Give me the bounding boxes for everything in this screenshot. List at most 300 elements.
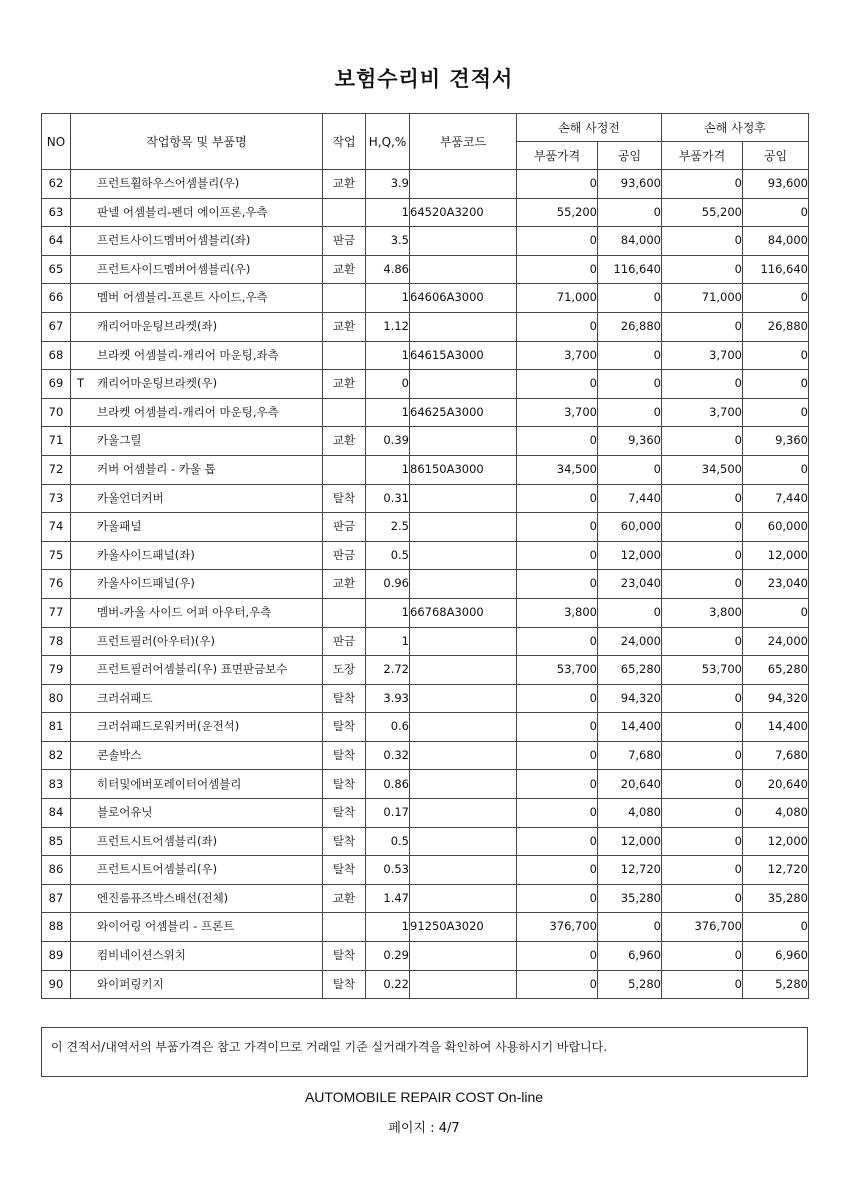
- cell-before-part-price: 0: [517, 827, 598, 856]
- cell-before-part-price: 71,000: [517, 284, 598, 313]
- cell-before-labor: 0: [598, 398, 662, 427]
- cell-after-labor: 12,000: [743, 541, 809, 570]
- cell-after-part-price: 0: [662, 541, 743, 570]
- cell-name-text: 엔진룸퓨즈박스배선(전체): [97, 890, 229, 905]
- cell-work: [323, 284, 366, 313]
- col-header-before-labor: 공임: [598, 142, 662, 170]
- cell-work: 교환: [323, 312, 366, 341]
- cell-after-part-price: 3,700: [662, 341, 743, 370]
- cell-after-labor: 5,280: [743, 970, 809, 999]
- cell-part-code: 64520A3200: [410, 198, 517, 227]
- cell-before-part-price: 0: [517, 942, 598, 971]
- table-row: [42, 312, 809, 341]
- cell-part-code: [410, 884, 517, 913]
- cell-part-code: [410, 770, 517, 799]
- cell-hq: 0.31: [366, 484, 410, 513]
- cell-after-part-price: 0: [662, 684, 743, 713]
- cell-no: 76: [42, 570, 71, 599]
- cell-before-part-price: 34,500: [517, 455, 598, 484]
- cell-hq: 0.17: [366, 799, 410, 828]
- cell-before-part-price: 0: [517, 741, 598, 770]
- cell-work: 교환: [323, 370, 366, 399]
- table-row: [42, 770, 809, 799]
- cell-part-code: [410, 513, 517, 542]
- col-header-no: NO: [42, 114, 71, 170]
- cell-before-labor: 0: [598, 370, 662, 399]
- cell-item-name: [71, 370, 323, 399]
- cell-name-text: 캐리어마운팅브라켓(좌): [97, 319, 218, 334]
- cell-work: [323, 455, 366, 484]
- cell-after-labor: 0: [743, 455, 809, 484]
- cell-no: 73: [42, 484, 71, 513]
- cell-before-labor: 93,600: [598, 170, 662, 199]
- cell-after-part-price: 0: [662, 427, 743, 456]
- cell-item-name: [71, 827, 323, 856]
- cell-part-code: 91250A3020: [410, 913, 517, 942]
- cell-before-labor: 9,360: [598, 427, 662, 456]
- cell-name-text: 카울사이드패널(우): [97, 576, 195, 591]
- cell-no: 66: [42, 284, 71, 313]
- cell-hq: 1: [366, 398, 410, 427]
- cell-before-labor: 65,280: [598, 656, 662, 685]
- table-row: [42, 913, 809, 942]
- cell-work: [323, 913, 366, 942]
- cell-before-part-price: 3,700: [517, 341, 598, 370]
- cell-hq: 1: [366, 627, 410, 656]
- cell-no: 90: [42, 970, 71, 999]
- cell-no: 64: [42, 227, 71, 256]
- cell-before-labor: 12,000: [598, 541, 662, 570]
- cell-work: 교환: [323, 570, 366, 599]
- cell-before-part-price: 0: [517, 255, 598, 284]
- cell-item-name: [71, 713, 323, 742]
- cell-hq: 2.5: [366, 513, 410, 542]
- cell-work: 판금: [323, 541, 366, 570]
- cell-after-part-price: 3,800: [662, 598, 743, 627]
- cell-item-name: [71, 198, 323, 227]
- cell-before-part-price: 53,700: [517, 656, 598, 685]
- notice-text: 이 견적서/내역서의 부품가격은 참고 가격이므로 거래일 기준 실거래가격을 확인하여 사용하시기 바랍니다.: [51, 1040, 608, 1054]
- cell-item-name: [71, 284, 323, 313]
- cell-no: 65: [42, 255, 71, 284]
- cell-before-part-price: 0: [517, 170, 598, 199]
- cell-name-text: 프런트사이드멤버어셈블리(우): [97, 261, 251, 276]
- cell-part-code: [410, 741, 517, 770]
- page-number: 페이지 : 4/7: [388, 1121, 460, 1136]
- cell-name-text: 프런트시트어셈블리(우): [97, 862, 218, 877]
- cell-after-labor: 12,000: [743, 827, 809, 856]
- cell-work: [323, 598, 366, 627]
- cell-before-labor: 0: [598, 913, 662, 942]
- cell-work: 교환: [323, 255, 366, 284]
- cell-after-labor: 6,960: [743, 942, 809, 971]
- cell-before-part-price: 0: [517, 799, 598, 828]
- cell-item-name: [71, 799, 323, 828]
- cell-no: 62: [42, 170, 71, 199]
- cell-item-name: [71, 227, 323, 256]
- cell-no: 71: [42, 427, 71, 456]
- cell-item-name: [71, 170, 323, 199]
- cell-hq: 0.86: [366, 770, 410, 799]
- col-header-after: 손해 사정후: [662, 114, 809, 142]
- col-header-before-part-price: 부품가격: [517, 142, 598, 170]
- cell-hq: 0.22: [366, 970, 410, 999]
- cell-item-name: [71, 741, 323, 770]
- cell-after-part-price: 71,000: [662, 284, 743, 313]
- cell-item-name: [71, 770, 323, 799]
- cell-after-labor: 60,000: [743, 513, 809, 542]
- cell-before-part-price: 0: [517, 684, 598, 713]
- document-title: 보험수리비 견적서: [334, 67, 514, 91]
- cell-after-part-price: 0: [662, 827, 743, 856]
- cell-item-name: [71, 856, 323, 885]
- cell-before-part-price: 0: [517, 513, 598, 542]
- cell-item-name: [71, 598, 323, 627]
- cell-hq: 1: [366, 455, 410, 484]
- cell-after-part-price: 0: [662, 884, 743, 913]
- cell-no: 63: [42, 198, 71, 227]
- table-row: [42, 341, 809, 370]
- cell-name-text: 프런트시트어셈블리(좌): [97, 833, 218, 848]
- cell-before-part-price: 0: [517, 884, 598, 913]
- estimate-table: [41, 113, 809, 999]
- cell-work: [323, 198, 366, 227]
- cell-after-labor: 0: [743, 370, 809, 399]
- cell-before-labor: 0: [598, 598, 662, 627]
- cell-item-name: [71, 484, 323, 513]
- cell-no: 84: [42, 799, 71, 828]
- cell-after-labor: 35,280: [743, 884, 809, 913]
- cell-after-part-price: 0: [662, 799, 743, 828]
- cell-work: [323, 341, 366, 370]
- cell-no: 87: [42, 884, 71, 913]
- cell-hq: 4.86: [366, 255, 410, 284]
- cell-part-code: 64615A3000: [410, 341, 517, 370]
- cell-part-code: [410, 827, 517, 856]
- cell-after-labor: 0: [743, 341, 809, 370]
- cell-hq: 0.5: [366, 541, 410, 570]
- table-row: [42, 170, 809, 199]
- cell-hq: 3.9: [366, 170, 410, 199]
- cell-before-labor: 84,000: [598, 227, 662, 256]
- cell-part-code: [410, 255, 517, 284]
- cell-after-labor: 0: [743, 398, 809, 427]
- cell-after-part-price: 55,200: [662, 198, 743, 227]
- cell-name-text: 판넬 어셈블리-펜더 에이프론,우측: [97, 204, 268, 219]
- table-row: [42, 884, 809, 913]
- cell-hq: 0.53: [366, 856, 410, 885]
- cell-before-labor: 60,000: [598, 513, 662, 542]
- cell-name-text: 프런트필러어셈블리(우) 표면판금보수: [97, 662, 288, 677]
- cell-after-labor: 94,320: [743, 684, 809, 713]
- table-row: [42, 455, 809, 484]
- table-row: [42, 970, 809, 999]
- table-row: [42, 541, 809, 570]
- cell-name-text: 멤버-카울 사이드 어퍼 아우터,우측: [97, 604, 272, 619]
- cell-after-labor: 4,080: [743, 799, 809, 828]
- col-header-code: 부품코드: [410, 114, 517, 170]
- cell-hq: 0.6: [366, 713, 410, 742]
- cell-part-code: [410, 227, 517, 256]
- cell-hq: 1: [366, 913, 410, 942]
- cell-before-labor: 12,720: [598, 856, 662, 885]
- cell-part-code: [410, 570, 517, 599]
- cell-before-labor: 24,000: [598, 627, 662, 656]
- table-row: [42, 370, 809, 399]
- col-header-hq: H,Q,%: [366, 114, 410, 170]
- cell-no: 85: [42, 827, 71, 856]
- cell-name-text: 캐리어마운팅브라켓(우): [97, 376, 218, 391]
- cell-part-code: [410, 656, 517, 685]
- cell-before-part-price: 3,700: [517, 398, 598, 427]
- cell-part-code: [410, 970, 517, 999]
- cell-work: 탈착: [323, 799, 366, 828]
- cell-after-part-price: 0: [662, 513, 743, 542]
- cell-before-labor: 26,880: [598, 312, 662, 341]
- cell-part-code: [410, 627, 517, 656]
- cell-work: 탈착: [323, 713, 366, 742]
- cell-no: 78: [42, 627, 71, 656]
- cell-before-part-price: 0: [517, 227, 598, 256]
- cell-before-labor: 12,000: [598, 827, 662, 856]
- cell-before-labor: 0: [598, 284, 662, 313]
- cell-hq: 0.96: [366, 570, 410, 599]
- cell-after-part-price: 0: [662, 370, 743, 399]
- cell-name-text: 멤버 어셈블리-프론트 사이드,우측: [97, 290, 268, 305]
- cell-item-name: [71, 455, 323, 484]
- cell-after-part-price: 0: [662, 312, 743, 341]
- cell-hq: 1: [366, 198, 410, 227]
- cell-after-part-price: 376,700: [662, 913, 743, 942]
- cell-name-text: 히터및에버포레이터어셈블리: [97, 776, 242, 791]
- cell-work: 탈착: [323, 856, 366, 885]
- table-row: [42, 598, 809, 627]
- cell-hq: 1: [366, 598, 410, 627]
- cell-work: 판금: [323, 627, 366, 656]
- cell-before-part-price: 0: [517, 427, 598, 456]
- cell-before-part-price: 0: [517, 484, 598, 513]
- cell-part-code: [410, 312, 517, 341]
- cell-item-name: [71, 427, 323, 456]
- cell-after-labor: 23,040: [743, 570, 809, 599]
- cell-no: 81: [42, 713, 71, 742]
- cell-name-text: 와이퍼링키지: [97, 976, 164, 991]
- footer-brand: AUTOMOBILE REPAIR COST On-line: [304, 1089, 544, 1105]
- cell-no: 80: [42, 684, 71, 713]
- cell-no: 88: [42, 913, 71, 942]
- cell-after-part-price: 0: [662, 856, 743, 885]
- cell-after-labor: 84,000: [743, 227, 809, 256]
- cell-work: 교환: [323, 427, 366, 456]
- cell-name-text: 콘솔박스: [97, 747, 142, 762]
- cell-item-name: [71, 970, 323, 999]
- cell-name-text: 크러쉬패드: [97, 690, 153, 705]
- col-header-item: 작업항목 및 부품명: [71, 114, 323, 170]
- table-row: [42, 255, 809, 284]
- cell-after-part-price: 0: [662, 570, 743, 599]
- cell-after-part-price: 3,700: [662, 398, 743, 427]
- cell-name-text: 프런트필러(아우터)(우): [97, 633, 215, 648]
- cell-name-text: 와이어링 어셈블리 - 프론트: [97, 919, 235, 934]
- col-header-before: 손해 사정전: [517, 114, 662, 142]
- cell-no: 67: [42, 312, 71, 341]
- cell-no: 83: [42, 770, 71, 799]
- cell-work: 도장: [323, 656, 366, 685]
- table-row: [42, 741, 809, 770]
- cell-after-labor: 0: [743, 598, 809, 627]
- cell-item-name: [71, 913, 323, 942]
- cell-no: 86: [42, 856, 71, 885]
- cell-work: 교환: [323, 884, 366, 913]
- cell-after-part-price: 0: [662, 942, 743, 971]
- cell-hq: 0.32: [366, 741, 410, 770]
- cell-before-part-price: 0: [517, 312, 598, 341]
- cell-after-part-price: 34,500: [662, 455, 743, 484]
- cell-before-labor: 35,280: [598, 884, 662, 913]
- cell-name-text: 카울언더커버: [97, 490, 164, 505]
- cell-part-code: [410, 427, 517, 456]
- table-row: [42, 684, 809, 713]
- cell-after-part-price: 0: [662, 741, 743, 770]
- cell-no: 89: [42, 942, 71, 971]
- table-row: [42, 284, 809, 313]
- cell-after-part-price: 0: [662, 713, 743, 742]
- cell-work: 탈착: [323, 770, 366, 799]
- table-row: [42, 484, 809, 513]
- cell-after-part-price: 0: [662, 770, 743, 799]
- cell-after-part-price: 0: [662, 255, 743, 284]
- cell-name-text: 프런트사이드멤버어셈블리(좌): [97, 233, 251, 248]
- cell-before-labor: 5,280: [598, 970, 662, 999]
- cell-after-part-price: 0: [662, 970, 743, 999]
- cell-after-part-price: 0: [662, 484, 743, 513]
- cell-name-text: 컴비네이션스위치: [97, 948, 186, 963]
- cell-after-part-price: 53,700: [662, 656, 743, 685]
- cell-part-code: [410, 684, 517, 713]
- cell-hq: 0: [366, 370, 410, 399]
- cell-item-name: [71, 684, 323, 713]
- cell-work: 탈착: [323, 741, 366, 770]
- cell-before-labor: 116,640: [598, 255, 662, 284]
- cell-after-labor: 116,640: [743, 255, 809, 284]
- cell-after-part-price: 0: [662, 627, 743, 656]
- cell-part-code: 64606A3000: [410, 284, 517, 313]
- cell-hq: 2.72: [366, 656, 410, 685]
- cell-flag: T: [77, 376, 85, 391]
- cell-part-code: [410, 541, 517, 570]
- cell-name-text: 프런트휠하우스어셈블리(우): [97, 176, 240, 191]
- cell-no: 74: [42, 513, 71, 542]
- cell-hq: 0.39: [366, 427, 410, 456]
- cell-no: 70: [42, 398, 71, 427]
- table-row: [42, 827, 809, 856]
- cell-part-code: [410, 713, 517, 742]
- cell-no: 75: [42, 541, 71, 570]
- cell-part-code: 66768A3000: [410, 598, 517, 627]
- cell-before-labor: 23,040: [598, 570, 662, 599]
- cell-name-text: 블로어유닛: [97, 805, 153, 820]
- cell-after-labor: 14,400: [743, 713, 809, 742]
- cell-before-labor: 0: [598, 198, 662, 227]
- cell-item-name: [71, 942, 323, 971]
- table-row: [42, 799, 809, 828]
- cell-work: 탈착: [323, 684, 366, 713]
- cell-after-labor: 20,640: [743, 770, 809, 799]
- cell-before-labor: 4,080: [598, 799, 662, 828]
- table-row: [42, 570, 809, 599]
- cell-before-part-price: 0: [517, 856, 598, 885]
- estimate-rows: [42, 170, 809, 999]
- cell-item-name: [71, 398, 323, 427]
- cell-after-labor: 7,680: [743, 741, 809, 770]
- cell-before-part-price: 0: [517, 970, 598, 999]
- cell-after-labor: 9,360: [743, 427, 809, 456]
- cell-name-text: 브라켓 어셈블리-캐리어 마운팅,우측: [97, 404, 279, 419]
- cell-item-name: [71, 656, 323, 685]
- cell-before-labor: 7,440: [598, 484, 662, 513]
- table-row: [42, 198, 809, 227]
- cell-item-name: [71, 312, 323, 341]
- cell-name-text: 카울패널: [97, 519, 142, 534]
- cell-item-name: [71, 884, 323, 913]
- cell-no: 79: [42, 656, 71, 685]
- cell-work: 탈착: [323, 942, 366, 971]
- col-header-work: 작업: [323, 114, 366, 170]
- cell-part-code: [410, 170, 517, 199]
- cell-part-code: [410, 484, 517, 513]
- cell-work: 탈착: [323, 484, 366, 513]
- cell-no: 68: [42, 341, 71, 370]
- cell-name-text: 크러쉬패드로워커버(운전석): [97, 719, 240, 734]
- cell-work: 탈착: [323, 827, 366, 856]
- cell-part-code: [410, 942, 517, 971]
- cell-part-code: [410, 370, 517, 399]
- table-row: [42, 856, 809, 885]
- cell-before-labor: 94,320: [598, 684, 662, 713]
- cell-no: 77: [42, 598, 71, 627]
- table-row: [42, 656, 809, 685]
- cell-after-labor: 24,000: [743, 627, 809, 656]
- cell-part-code: 64625A3000: [410, 398, 517, 427]
- price-notice: [41, 1027, 808, 1077]
- cell-part-code: [410, 799, 517, 828]
- cell-name-text: 브라켓 어셈블리-캐리어 마운팅,좌측: [97, 347, 279, 362]
- cell-no: 72: [42, 455, 71, 484]
- cell-before-part-price: 0: [517, 541, 598, 570]
- cell-before-labor: 6,960: [598, 942, 662, 971]
- cell-after-labor: 26,880: [743, 312, 809, 341]
- cell-before-labor: 20,640: [598, 770, 662, 799]
- cell-work: [323, 398, 366, 427]
- table-row: [42, 513, 809, 542]
- cell-work: 교환: [323, 170, 366, 199]
- cell-after-part-price: 0: [662, 227, 743, 256]
- cell-hq: 1: [366, 341, 410, 370]
- table-row: [42, 427, 809, 456]
- cell-no: 69: [42, 370, 71, 399]
- cell-name-text: 카울사이드패널(좌): [97, 547, 195, 562]
- cell-before-part-price: 55,200: [517, 198, 598, 227]
- cell-after-labor: 93,600: [743, 170, 809, 199]
- cell-after-labor: 0: [743, 284, 809, 313]
- cell-before-labor: 0: [598, 341, 662, 370]
- cell-work: 판금: [323, 513, 366, 542]
- cell-before-part-price: 0: [517, 770, 598, 799]
- cell-hq: 1.47: [366, 884, 410, 913]
- cell-item-name: [71, 513, 323, 542]
- col-header-after-labor: 공임: [743, 142, 809, 170]
- cell-before-part-price: 0: [517, 713, 598, 742]
